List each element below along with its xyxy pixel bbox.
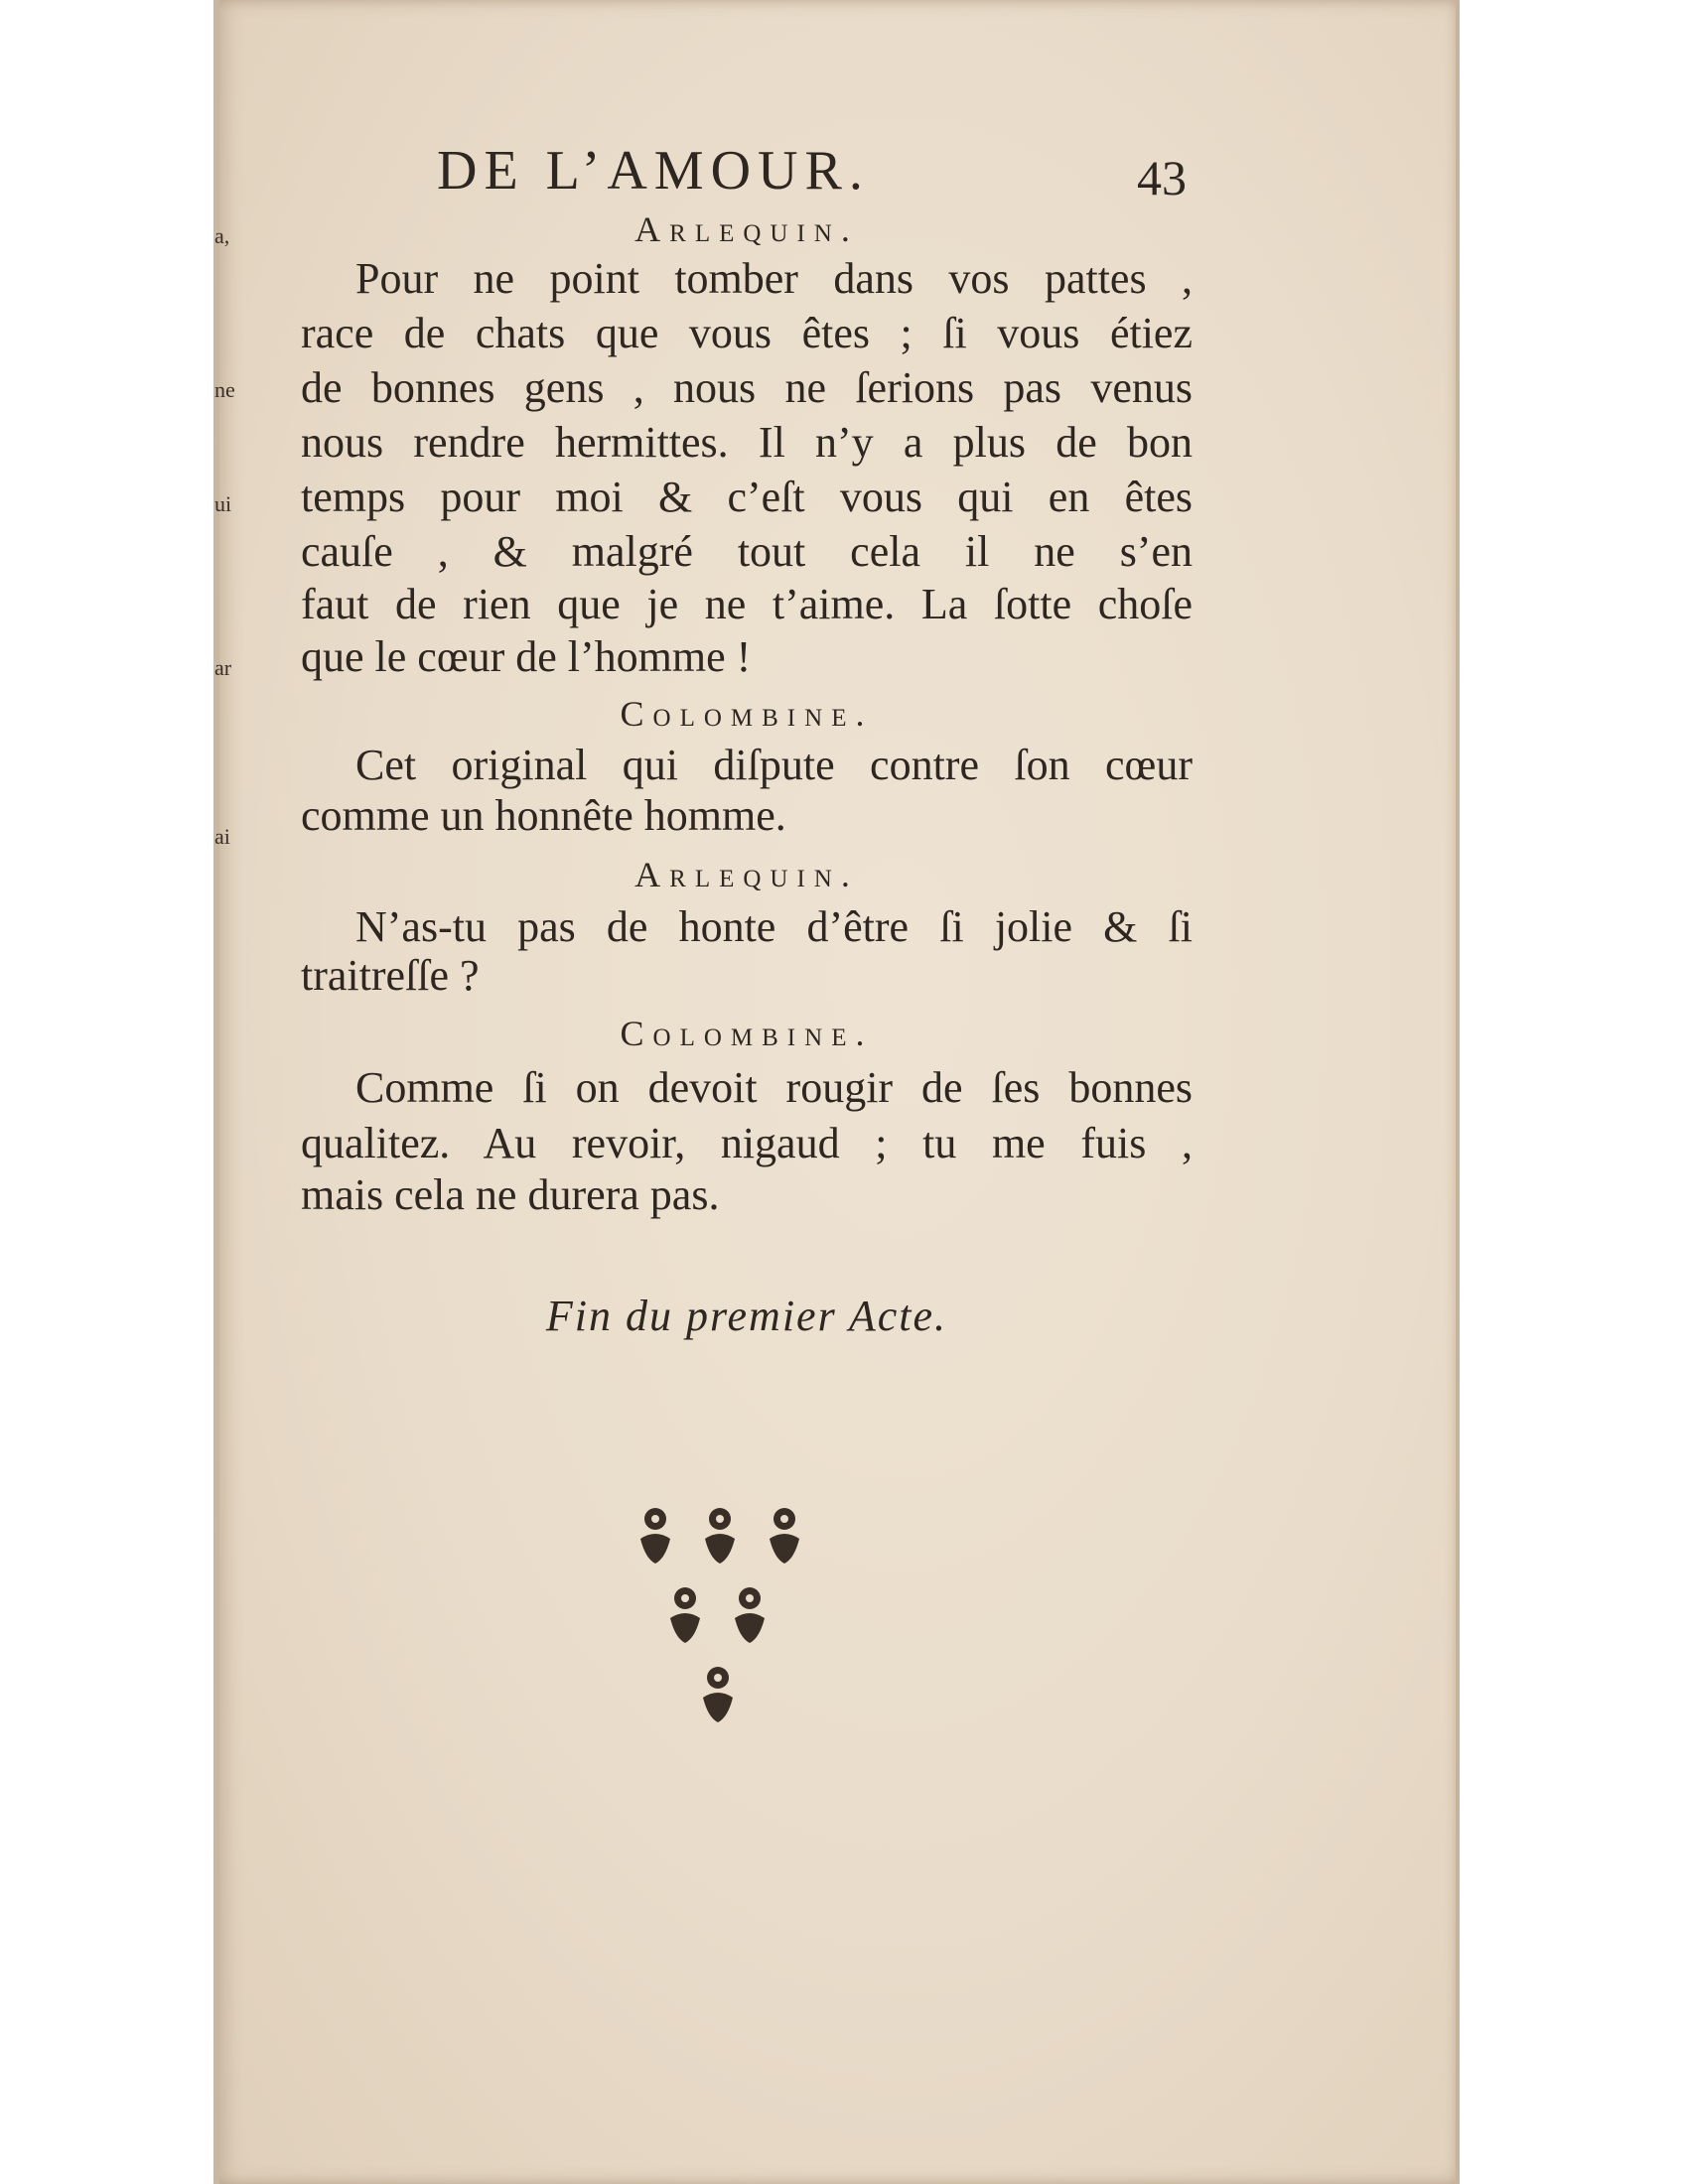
bleed-through-text: ui [214, 491, 232, 516]
text-line: que le cœur de l’homme ! [301, 632, 752, 681]
speaker-name: Arlequin. [634, 855, 859, 894]
text-line: nous rendre hermittes. Il n’y a plus de bon [301, 418, 1193, 467]
bleed-through-text: ar [214, 655, 232, 680]
text-line: race de chats que vous êtes ; ſi vous étiez [301, 309, 1193, 357]
bleed-through-text: a, [214, 223, 230, 248]
text-line: comme un honnête homme. [301, 791, 786, 840]
text-line: mais cela ne durera pas. [301, 1170, 720, 1219]
text-line: temps pour moi & c’eſt vous qui en êtes [301, 473, 1193, 521]
speaker-name: Colombine. [620, 1014, 874, 1053]
bleed-through-text: ne [214, 377, 235, 402]
bleed-through-text: ai [214, 824, 230, 849]
speaker-name: Colombine. [620, 694, 874, 734]
text-line: de bonnes gens , nous ne ſerions pas venus [301, 363, 1193, 412]
speaker-name: Arlequin. [634, 209, 859, 249]
page-number: 43 [1137, 150, 1187, 205]
running-head: DE L’AMOUR. [437, 140, 870, 202]
fleuron-cluster [640, 1508, 799, 1722]
text-line: Cet original qui diſpute contre ſon cœur [355, 741, 1193, 789]
page-edge [213, 0, 219, 2184]
text-line: qualitez. Au revoir, nigaud ; tu me fuis , [301, 1119, 1193, 1167]
page-edge [1456, 0, 1460, 2184]
text-line: faut de rien que je ne t’aime. La ſotte choſe [301, 580, 1193, 628]
act-closing: Fin du premier Acte. [545, 1292, 948, 1340]
fleuron-ornament [631, 1504, 809, 1752]
text-line: N’as-tu pas de honte d’être ſi jolie & ſi [355, 902, 1193, 951]
text-line: traitreſſe ? [301, 951, 480, 1000]
text-line: Comme ſi on devoit rougir de ſes bonnes [355, 1063, 1193, 1112]
text-line: cauſe , & malgré tout cela il ne s’en [301, 527, 1193, 576]
text-line: Pour ne point tomber dans vos pattes , [355, 254, 1193, 303]
